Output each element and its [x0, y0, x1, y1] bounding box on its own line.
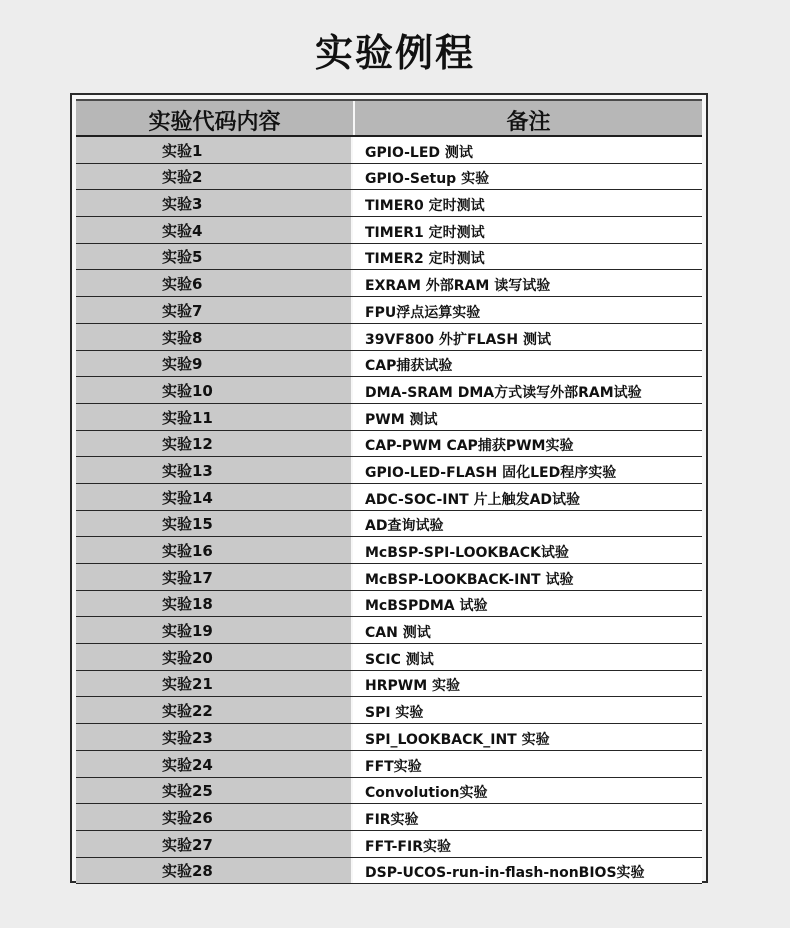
- experiment-note-cell: HRPWM 实验: [353, 671, 702, 697]
- experiment-name-cell: 实验7: [76, 297, 353, 323]
- table-row: [76, 617, 702, 644]
- table-row: [76, 137, 702, 164]
- table-body-wrapper: [76, 99, 702, 884]
- table-row: [76, 377, 702, 404]
- header-remarks: 备注: [506, 110, 551, 135]
- experiment-name-cell: 实验25: [76, 778, 353, 804]
- experiment-note-cell: TIMER2 定时测试: [353, 244, 702, 270]
- table-row: [76, 831, 702, 858]
- experiment-note-cell: CAN 测试: [353, 617, 702, 643]
- table-row: [76, 270, 702, 297]
- experiment-note-cell: FPU浮点运算实验: [353, 297, 702, 323]
- experiment-note-cell: CAP捕获试验: [353, 351, 702, 377]
- experiment-note-cell: EXRAM 外部RAM 读写试验: [353, 270, 702, 296]
- experiment-name-cell: 实验20: [76, 644, 353, 670]
- experiment-name-cell: 实验23: [76, 724, 353, 750]
- experiment-note-cell: Convolution实验: [353, 778, 702, 804]
- experiment-name-cell: 实验1: [76, 137, 353, 163]
- table-row: [76, 671, 702, 698]
- experiment-name-cell: 实验4: [76, 217, 353, 243]
- experiment-note-cell: 39VF800 外扩FLASH 测试: [353, 324, 702, 350]
- experiment-note-cell: FIR实验: [353, 804, 702, 830]
- experiment-name-cell: 实验3: [76, 190, 353, 216]
- experiment-note-cell: McBSP-LOOKBACK-INT 试验: [353, 564, 702, 590]
- experiment-name-cell: 实验14: [76, 484, 353, 510]
- experiment-note-cell: GPIO-LED-FLASH 固化LED程序实验: [353, 457, 702, 483]
- table-row: [76, 351, 702, 378]
- experiment-name-cell: 实验26: [76, 804, 353, 830]
- experiment-note-cell: ADC-SOC-INT 片上触发AD试验: [353, 484, 702, 510]
- table-row: [76, 404, 702, 431]
- experiment-note-cell: CAP-PWM CAP捕获PWM实验: [353, 431, 702, 457]
- experiment-note-cell: TIMER0 定时测试: [353, 190, 702, 216]
- experiment-note-cell: GPIO-LED 测试: [353, 137, 702, 163]
- experiment-name-cell: 实验19: [76, 617, 353, 643]
- experiment-name-cell: 实验12: [76, 431, 353, 457]
- experiment-name-cell: 实验13: [76, 457, 353, 483]
- experiment-note-cell: TIMER1 定时测试: [353, 217, 702, 243]
- table-row: [76, 297, 702, 324]
- experiment-name-cell: 实验16: [76, 537, 353, 563]
- experiment-note-cell: FFT-FIR实验: [353, 831, 702, 857]
- experiment-name-cell: 实验5: [76, 244, 353, 270]
- table-row: [76, 697, 702, 724]
- experiment-note-cell: McBSPDMA 试验: [353, 591, 702, 617]
- experiment-table: [70, 93, 708, 883]
- experiment-name-cell: 实验18: [76, 591, 353, 617]
- experiment-note-cell: McBSP-SPI-LOOKBACK试验: [353, 537, 702, 563]
- experiment-note-cell: SPI_LOOKBACK_INT 实验: [353, 724, 702, 750]
- table-row: [76, 537, 702, 564]
- table-row: [76, 190, 702, 217]
- table-row: [76, 431, 702, 458]
- experiment-name-cell: 实验21: [76, 671, 353, 697]
- table-row: [76, 778, 702, 805]
- experiment-name-cell: 实验6: [76, 270, 353, 296]
- table-row: [76, 564, 702, 591]
- experiment-note-cell: SPI 实验: [353, 697, 702, 723]
- table-row: [76, 751, 702, 778]
- table-row: [76, 511, 702, 538]
- experiment-name-cell: 实验22: [76, 697, 353, 723]
- experiment-name-cell: 实验28: [76, 858, 353, 884]
- experiment-name-cell: 实验24: [76, 751, 353, 777]
- table-row: [76, 217, 702, 244]
- table-row: [76, 457, 702, 484]
- table-header-row: [76, 99, 702, 137]
- table-row: [76, 244, 702, 271]
- table-row: [76, 858, 702, 885]
- experiment-note-cell: DMA-SRAM DMA方式读写外部RAM试验: [353, 377, 702, 403]
- experiment-note-cell: FFT实验: [353, 751, 702, 777]
- page-title: 实验例程: [314, 31, 475, 75]
- experiment-name-cell: 实验11: [76, 404, 353, 430]
- table-row: [76, 644, 702, 671]
- experiment-name-cell: 实验9: [76, 351, 353, 377]
- experiment-name-cell: 实验17: [76, 564, 353, 590]
- header-experiment-code: 实验代码内容: [76, 101, 355, 135]
- table-row: [76, 484, 702, 511]
- table-row: [76, 164, 702, 191]
- experiment-note-cell: PWM 测试: [353, 404, 702, 430]
- experiment-name-cell: 实验10: [76, 377, 353, 403]
- experiment-name-cell: 实验15: [76, 511, 353, 537]
- experiment-name-cell: 实验27: [76, 831, 353, 857]
- table-row: [76, 724, 702, 751]
- experiment-name-cell: 实验2: [76, 164, 353, 190]
- experiment-name-cell: 实验8: [76, 324, 353, 350]
- experiment-note-cell: AD查询试验: [353, 511, 702, 537]
- table-rows: [76, 137, 702, 884]
- table-row: [76, 591, 702, 618]
- table-row: [76, 804, 702, 831]
- table-row: [76, 324, 702, 351]
- experiment-note-cell: SCIC 测试: [353, 644, 702, 670]
- experiment-note-cell: DSP-UCOS-run-in-flash-nonBIOS实验: [353, 858, 702, 884]
- experiment-note-cell: GPIO-Setup 实验: [353, 164, 702, 190]
